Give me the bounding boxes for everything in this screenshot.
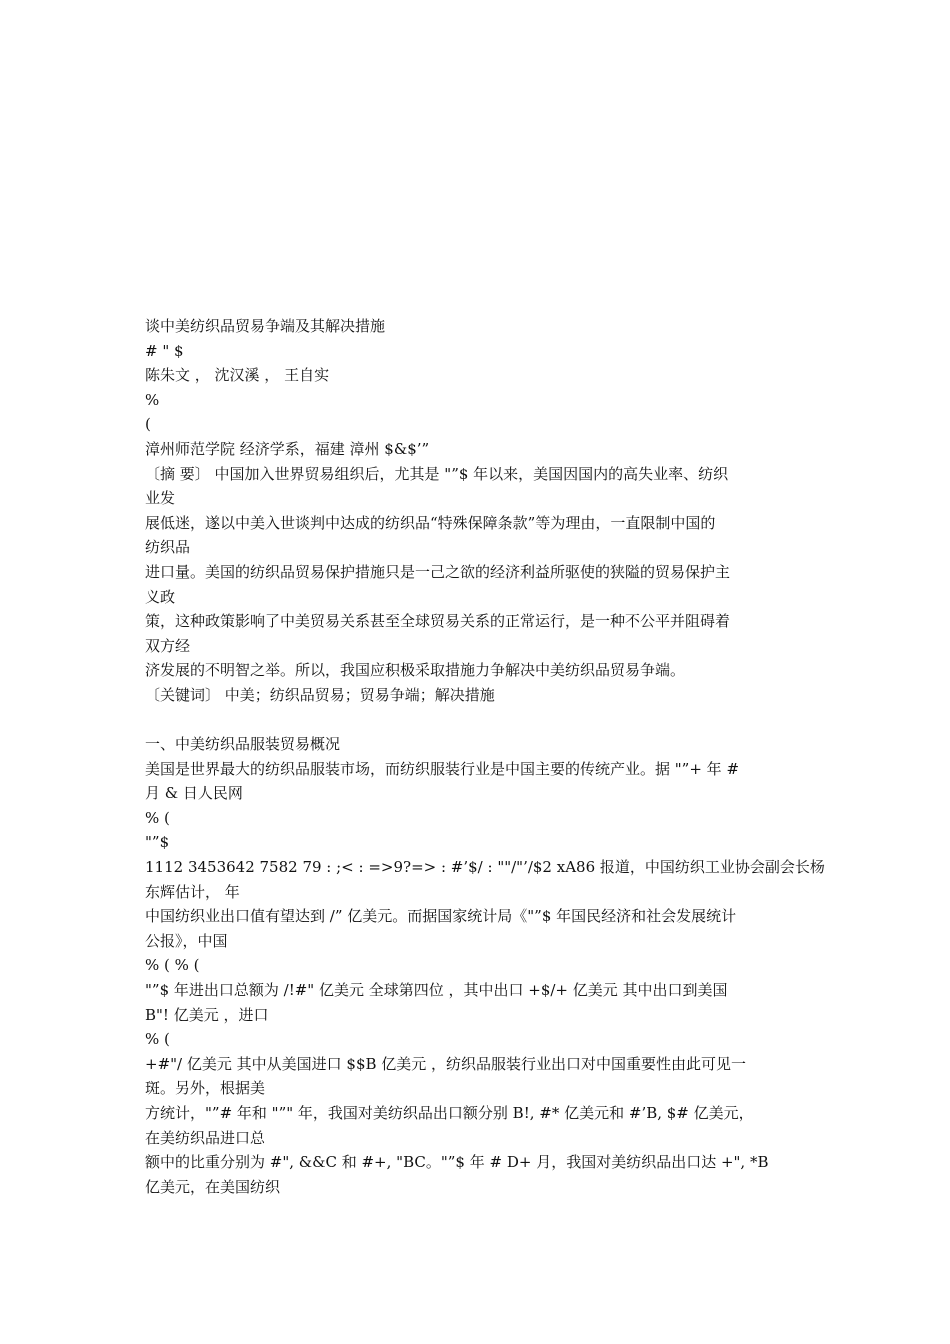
abstract-line: 义政 [145,587,176,606]
abstract-line: 策，这种政策影响了中美贸易关系甚至全球贸易关系的正常运行，是一种不公平并阻碍着 [145,612,731,631]
abstract-line: 双方经 [145,636,191,655]
body-line: 美国是世界最大的纺织品服装市场，而纺织服装行业是中国主要的传统产业。据 "”+ 年 # [145,759,740,778]
body-line: 1112 3453642 7582 79 : ;< : =>9?=> : #’$/ : ""/"’/$2 xA86 报道，中国纺织工业协会副会长杨 [145,858,825,877]
body-line: "”$ 年进出口总额为 /!#" 亿美元 全球第四位 ，其中出口 +$/+ 亿美元 其中出口到美国 [145,981,728,1000]
author-line: 陈朱文 ， 沈汉溪 ， 王自实 [145,366,330,385]
text-line: ( [145,415,151,434]
text-line: % [145,390,160,409]
body-line: B"! 亿美元 ，进口 [145,1005,269,1024]
body-line: "”$ [145,833,170,852]
body-line: 公报》，中国 [145,931,228,950]
abstract-line: 展低迷，遂以中美入世谈判中达成的纺织品“特殊保障条款”等为理由，一直限制中国的 [145,513,716,532]
abstract-line: 进口量。美国的纺织品贸易保护措施只是一己之欲的经济利益所驱使的狭隘的贸易保护主 [145,562,731,581]
document-title: 谈中美纺织品贸易争端及其解决措施 [145,317,386,335]
body-line: % ( % ( [145,956,200,975]
abstract-line: 济发展的不明智之举。所以，我国应积极采取措施力争解决中美纺织品贸易争端。 [145,661,686,680]
body-line: % ( [145,808,170,827]
blank-line [145,708,810,733]
body-line: 亿美元，在美国纺织 [145,1177,281,1196]
abstract-line: 〔摘 要〕 中国加入世界贸易组织后，尤其是 "”$ 年以来，美国因国内的高失业率、纺织 [145,464,729,483]
body-line: 在美纺织品进口总 [145,1128,266,1147]
body-line: 东辉估计， 年 [145,882,240,901]
affiliation-line: 漳州师范学院 经济学系，福建 漳州 $&$’” [145,439,430,458]
abstract-line: 纺织品 [145,538,191,557]
body-line: 额中的比重分别为 #", &&C 和 #+, "BC。"”$ 年 # D+ 月，我国对美纺织品出口达 +", *B [145,1153,769,1172]
body-line: % ( [145,1030,170,1049]
text-line: # " $ [145,341,184,360]
keywords-line: 〔关键词〕 中美；纺织品贸易；贸易争端；解决措施 [145,685,495,704]
body-line: 月 & 日人民网 [145,784,243,803]
abstract-line: 业发 [145,489,176,508]
document-body [145,314,825,1199]
body-line: 中国纺织业出口值有望达到 /” 亿美元。而据国家统计局《"”$ 年国民经济和社会发展统计 [145,907,737,926]
body-line: 方统计，"”# 年和 "”" 年，我国对美纺织品出口额分别 B!, #* 亿美元和 #’B, $# 亿美元， [145,1104,754,1122]
body-line: +#"/ 亿美元 其中从美国进口 $$B 亿美元 ，纺织品服装行业出口对中国重要性由此可见一 [145,1054,747,1073]
section-heading: 一、中美纺织品服装贸易概况 [145,735,341,754]
body-line: 斑。另外，根据美 [145,1079,266,1098]
